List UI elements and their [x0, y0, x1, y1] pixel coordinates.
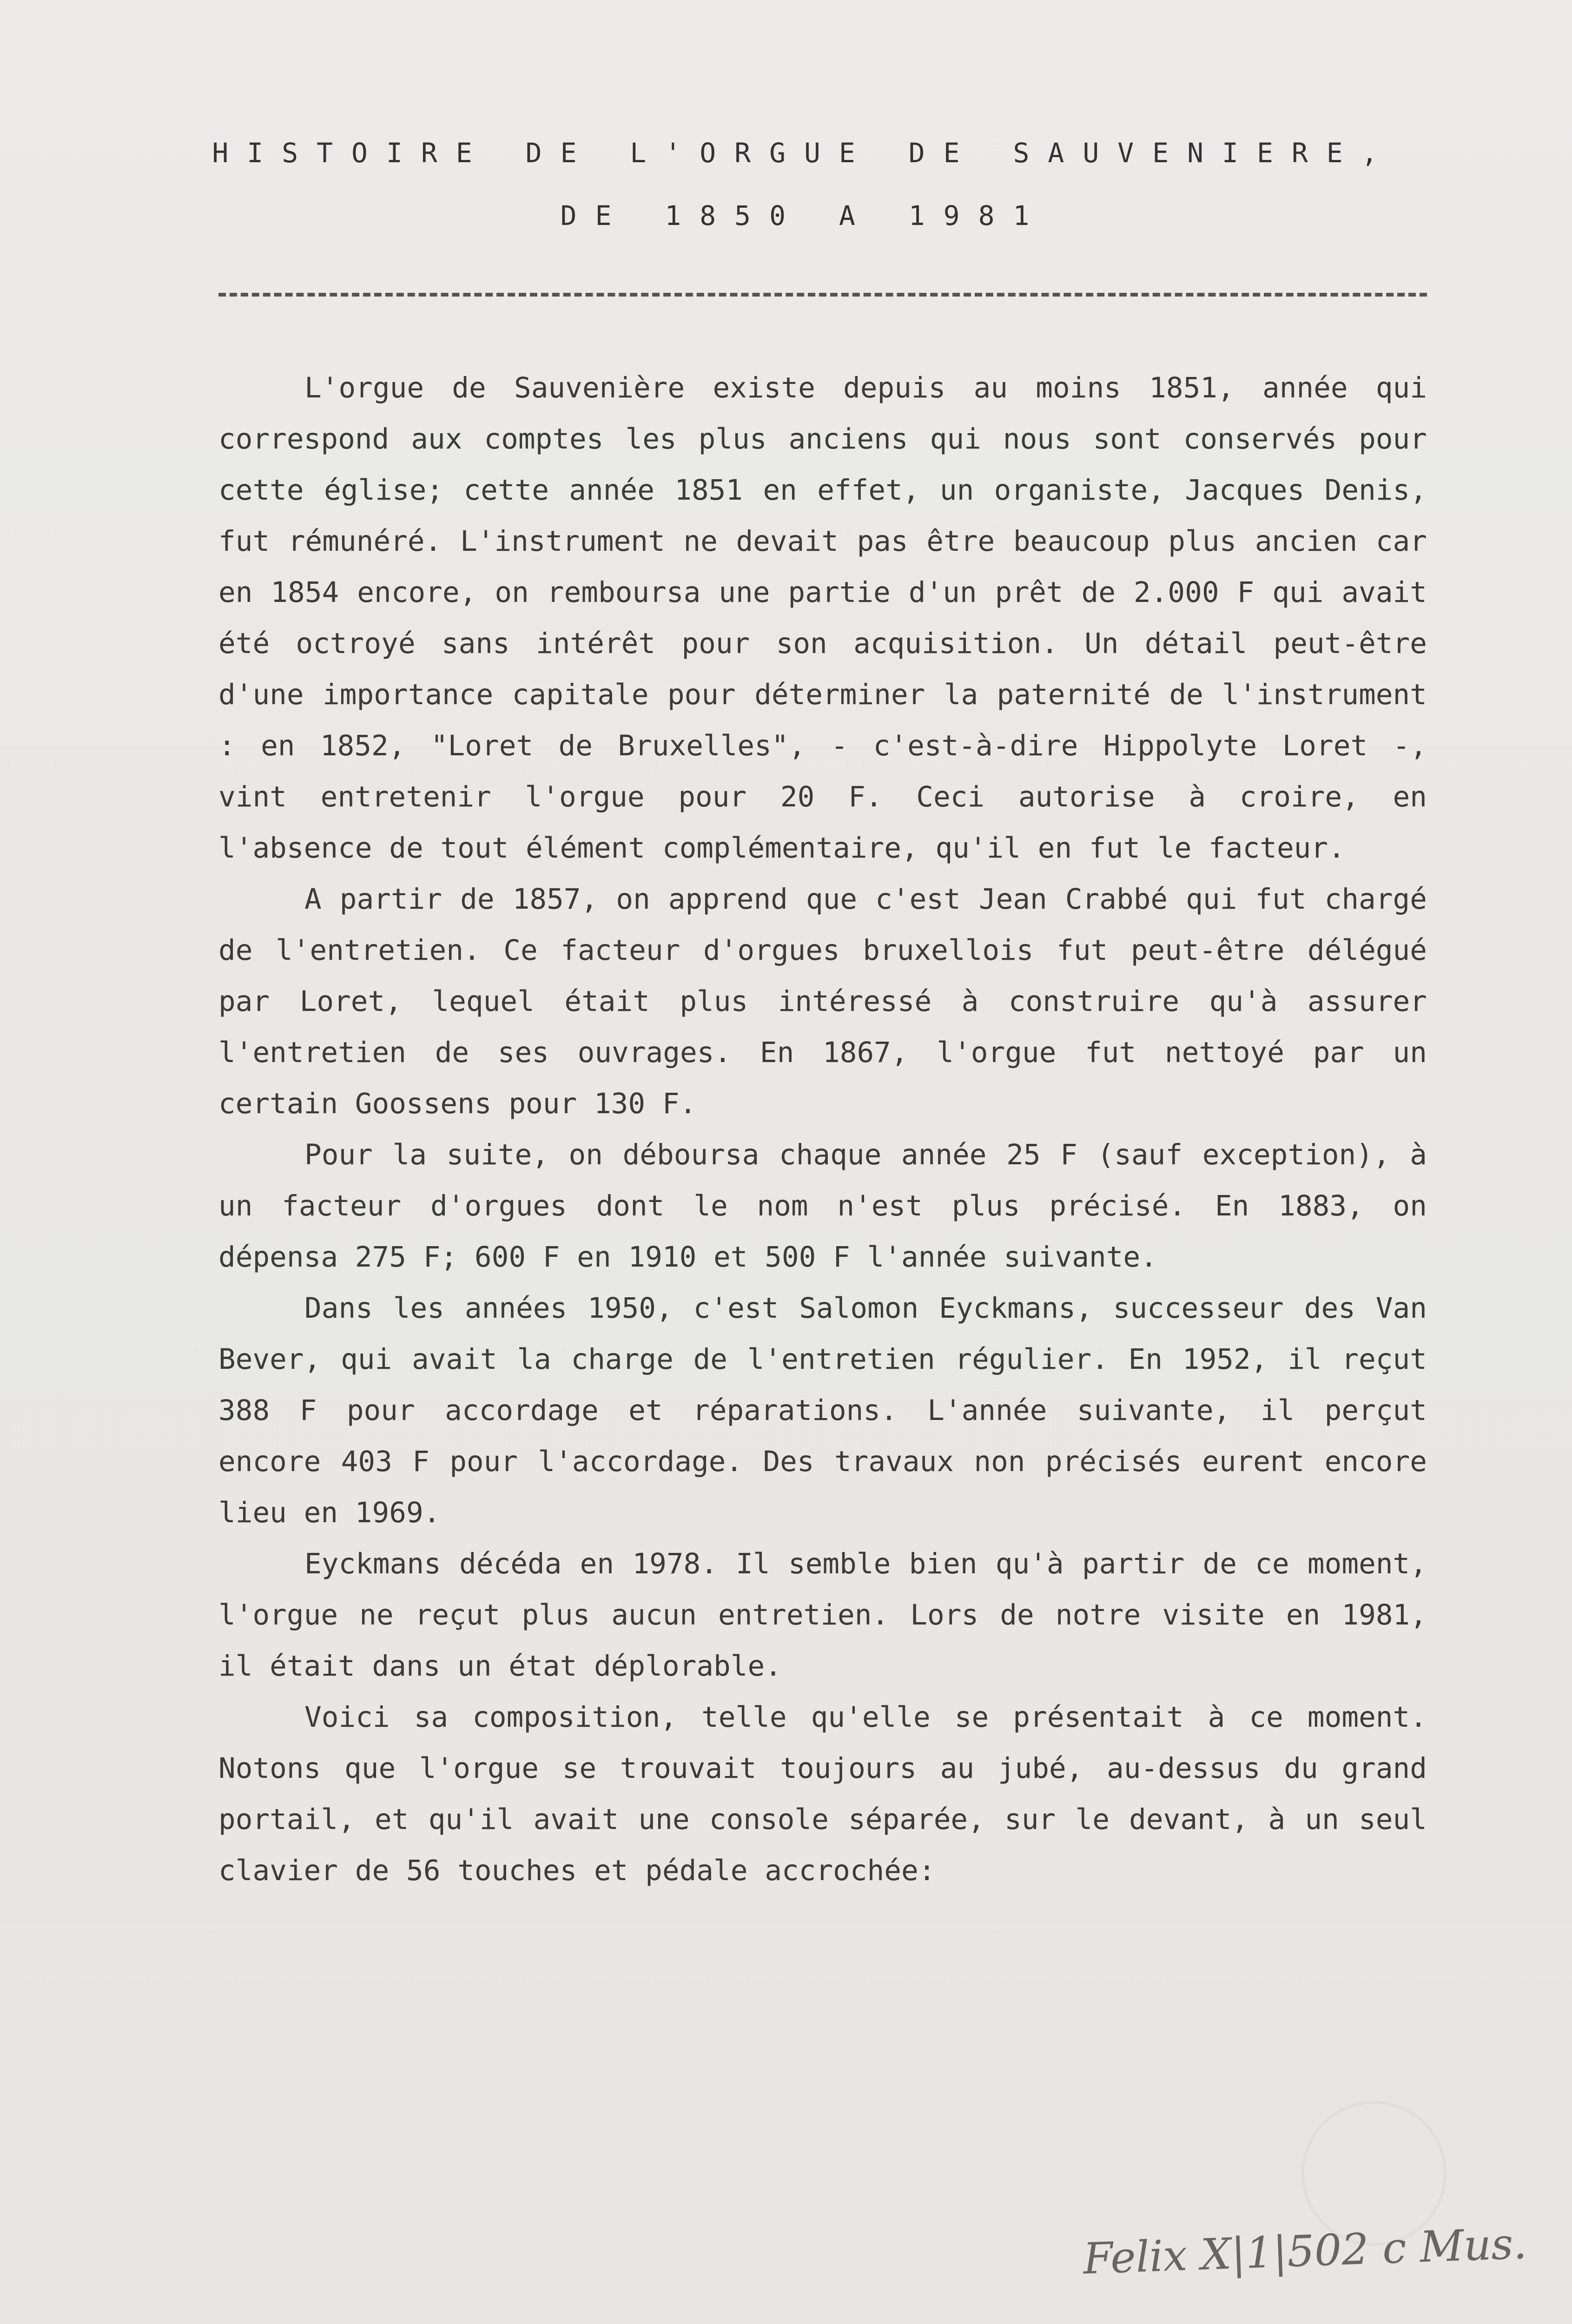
dashed-separator — [218, 293, 1427, 297]
paragraph-3: Pour la suite, on déboursa chaque année 25 F (sauf exception), à un facteur d'orgues dont le nom n'est plus précisé. En 1883, on dépensa 275 F; 600 F en 1910 et 500 F l'année suivante. — [218, 1138, 1427, 1274]
paragraph-4: Dans les années 1950, c'est Salomon Eyckmans, successeur des Van Bever, qui avait la charge de l'entretien régulier. En 1952, il reçut 388 F pour accordage et réparations. L'année suivante, il perçut encore 403 F pour l'accordage. Des travaux non précisés eurent encore lieu en 1969. — [218, 1292, 1427, 1529]
document-title-line-1: HISTOIRE DE L'ORGUE DE SAUVENIERE, — [212, 137, 1396, 169]
handwritten-shelfmark: Felix X|1|502 c Mus. — [1082, 2218, 1528, 2284]
document-body — [218, 363, 1427, 1896]
document-title-line-2: DE 1850 A 1981 — [560, 200, 1048, 231]
paragraph-1: L'orgue de Sauvenière existe depuis au moins 1851, année qui correspond aux comptes les plus anciens qui nous sont conservés pour cette église; cette année 1851 en effet, un organiste, Jacques Denis, fut rémunéré. L'instrument ne devait pas être beaucoup plus ancien car en 1854 encore, on remboursa une partie d'un prêt de 2.000 F qui avait été octroyé sans intérêt pour son acquisition. Un détail peut-être d'une importance capitale pour déterminer la paternité de l'instrument : en 1852, "Loret de Bruxelles", - c'est-à-dire Hippolyte Loret -, vint entretenir l'orgue pour 20 F. Ceci autorise à croire, en l'absence de tout élément complémentaire, qu'il en fut le facteur. — [218, 371, 1427, 865]
paragraph-2: A partir de 1857, on apprend que c'est Jean Crabbé qui fut chargé de l'entretien. Ce facteur d'orgues bruxellois fut peut-être délégué par Loret, lequel était plus intéressé à construire qu'à assurer l'entretien de ses ouvrages. En 1867, l'orgue fut nettoyé par un certain Goossens pour 130 F. — [218, 883, 1427, 1120]
paragraph-5: Eyckmans décéda en 1978. Il semble bien qu'à partir de ce moment, l'orgue ne reçut plus aucun entretien. Lors de notre visite en 1981, il était dans un état déplorable. — [218, 1547, 1427, 1683]
paragraph-6: Voici sa composition, telle qu'elle se présentait à ce moment. Notons que l'orgue se trouvait toujours au jubé, au-dessus du grand portail, et qu'il avait une console séparée, sur le devant, à un seul clavier de 56 touches et pédale accrochée: — [218, 1701, 1427, 1887]
